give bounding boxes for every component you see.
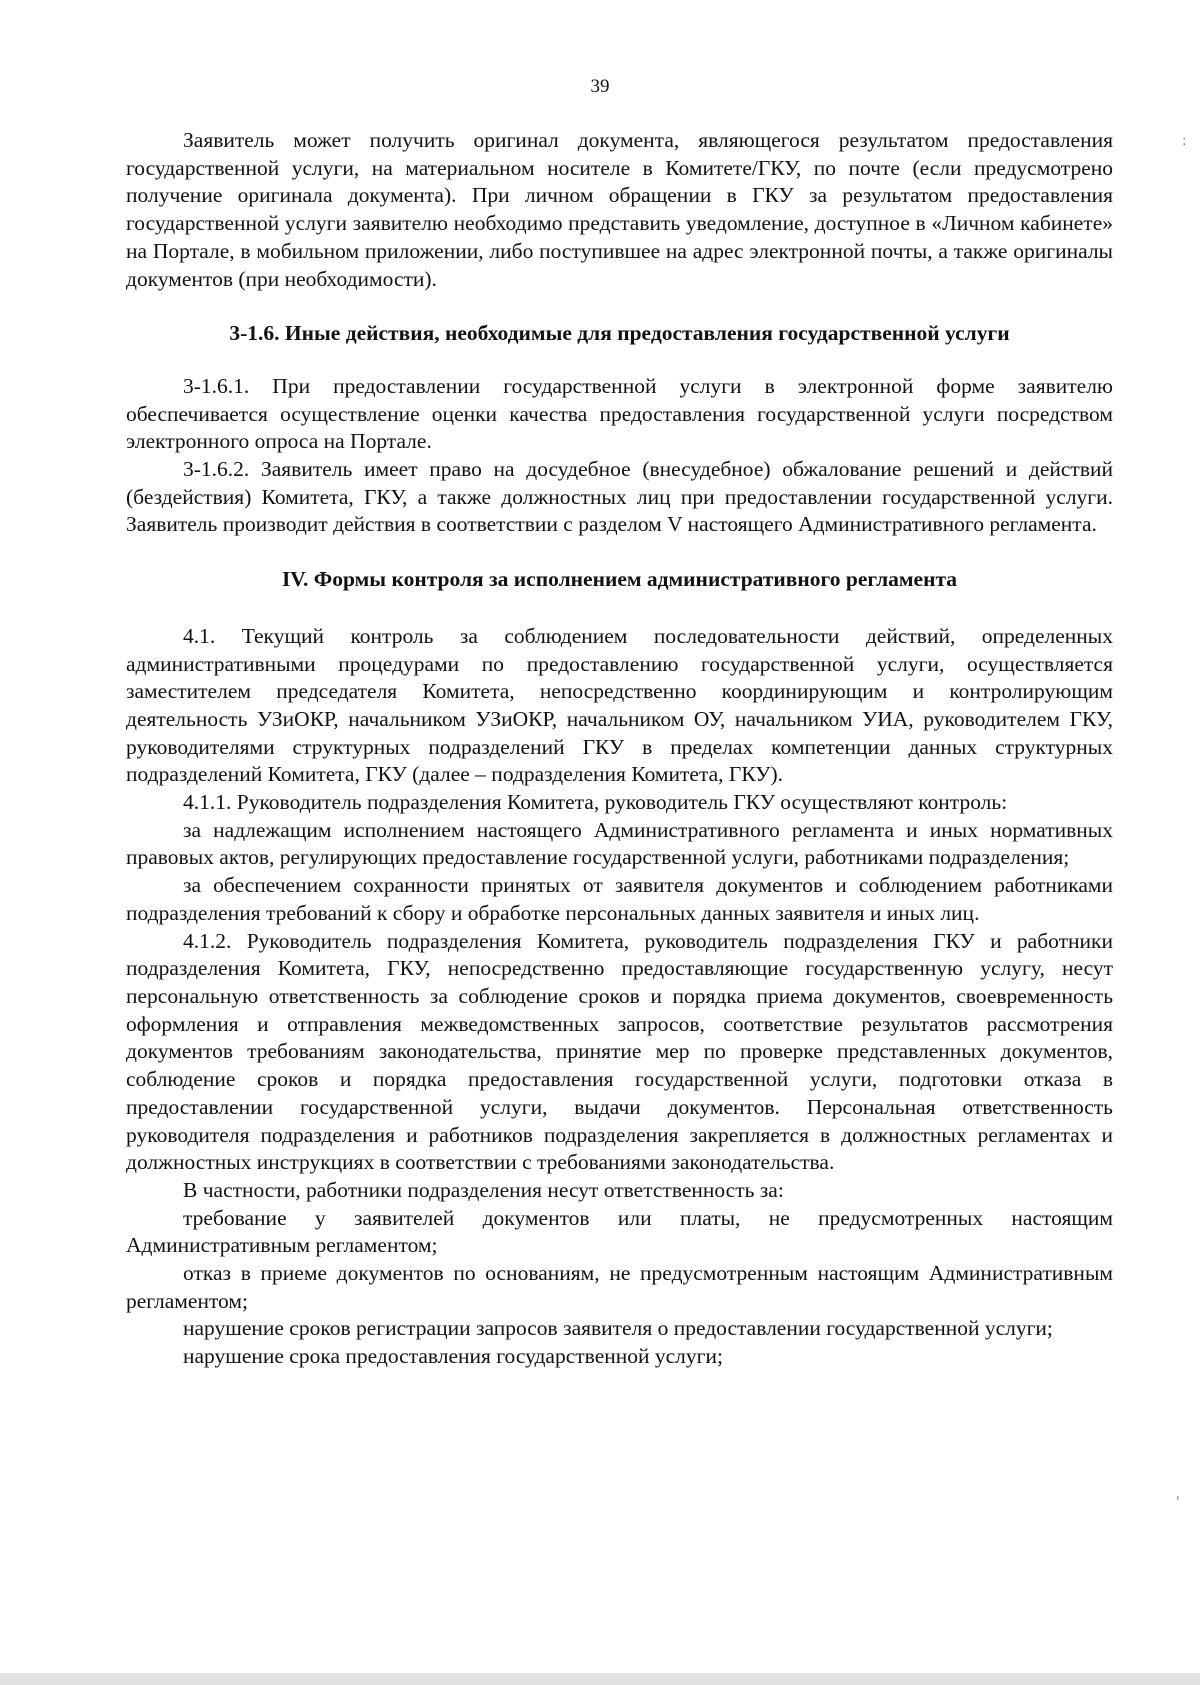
section-heading-iv: IV. Формы контроля за исполнением административного регламента <box>281 567 958 592</box>
document-body <box>126 127 1113 1371</box>
paragraph-responsibility-item-1: требование у заявителей документов или платы, не предусмотренных настоящим Административным регламентом; <box>126 1205 1113 1258</box>
paragraph-responsibility-intro: В частности, работники подразделения несут ответственность за: <box>183 1177 784 1202</box>
paragraph-responsibility-item-2: отказ в приеме документов по основаниям, не предусмотренным настоящим Административным регламентом; <box>126 1261 1113 1313</box>
scan-artifact: : <box>1182 134 1187 149</box>
paragraph-control-item-1: за надлежащим исполнением настоящего Административного регламента и иных нормативных правовых актов, регулирующих предоставление государственной услуги, работниками подразделения; <box>126 817 1113 870</box>
paragraph-4-1-1: 4.1.1. Руководитель подразделения Комитета, руководитель ГКУ осуществляют контроль: <box>183 790 1008 815</box>
paragraph-3-1-6-1: 3-1.6.1. При предоставлении государственной услуги в электронной форме заявителю обеспечивается осуществление оценки качества предоставления государственной услуги посредством электронного опроса на Портале. <box>126 373 1113 454</box>
page-number: 39 <box>590 76 610 97</box>
paragraph-4-1: 4.1. Текущий контроль за соблюдением последовательности действий, определенных административными процедурами по предоставлению государственной услуги, осуществляется заместителем председателя Комитета, непосредственно координирующим и контролирующим деятельность УЗиОКР, начальником УЗиОКР, начальником ОУ, начальником УИА, руководителем ГКУ, руководителями структурных подразделений ГКУ в пределах компетенции данных структурных подразделений Комитета, ГКУ (далее – подразделения Комитета, ГКУ). <box>126 623 1113 787</box>
paragraph-responsibility-item-4: нарушение срока предоставления государственной услуги; <box>183 1344 723 1369</box>
paragraph-result-receipt: Заявитель может получить оригинал документа, являющегося результатом предоставления государственной услуги, на материальном носителе в Комитете/ГКУ, по почте (если предусмотрено получение оригинала документа). При личном обращении в ГКУ за результатом предоставления государственной услуги заявителю необходимо представить уведомление, доступное в «Личном кабинете» на Портале, в мобильном приложении, либо поступившее на адрес электронной почты, а также оригиналы документов (при необходимости). <box>126 128 1113 291</box>
paragraph-4-1-2: 4.1.2. Руководитель подразделения Комитета, руководитель подразделения ГКУ и работники подразделения Комитета, ГКУ, непосредственно предоставляющие государственную услугу, несут персональную ответственность за соблюдение сроков и порядка приема документов, своевременность оформления и отправления межведомственных запросов, соответствие результатов рассмотрения документов требованиям законодательства, принятие мер по проверке представленных документов, соблюдение сроков и порядка предоставления государственной услуги, подготовки отказа в предоставлении государственной услуги, выдачи документов. Персональная ответственность руководителя подразделения и работников подразделения закрепляется в должностных регламентах и должностных инструкциях в соответствии с требованиями законодательства. <box>126 928 1113 1175</box>
scan-artifact: ' <box>1176 1495 1180 1510</box>
paragraph-responsibility-item-3: нарушение сроков регистрации запросов заявителя о предоставлении государственной услуги; <box>183 1316 1053 1341</box>
paragraph-control-item-2: за обеспечением сохранности принятых от заявителя документов и соблюдением работниками подразделения требований к сбору и обработке персональных данных заявителя и иных лиц. <box>126 873 1113 925</box>
paragraph-3-1-6-2: 3-1.6.2. Заявитель имеет право на досудебное (внесудебное) обжалование решений и действий (бездействия) Комитета, ГКУ, а также должностных лиц при предоставлении государственной услуги. Заявитель производит действия в соответствии с разделом V настоящего Административного регламента. <box>126 457 1113 537</box>
scan-bottom-edge <box>0 1673 1200 1685</box>
section-heading-3-1-6: 3-1.6. Иные действия, необходимые для предоставления государственной услуги <box>229 321 1010 346</box>
